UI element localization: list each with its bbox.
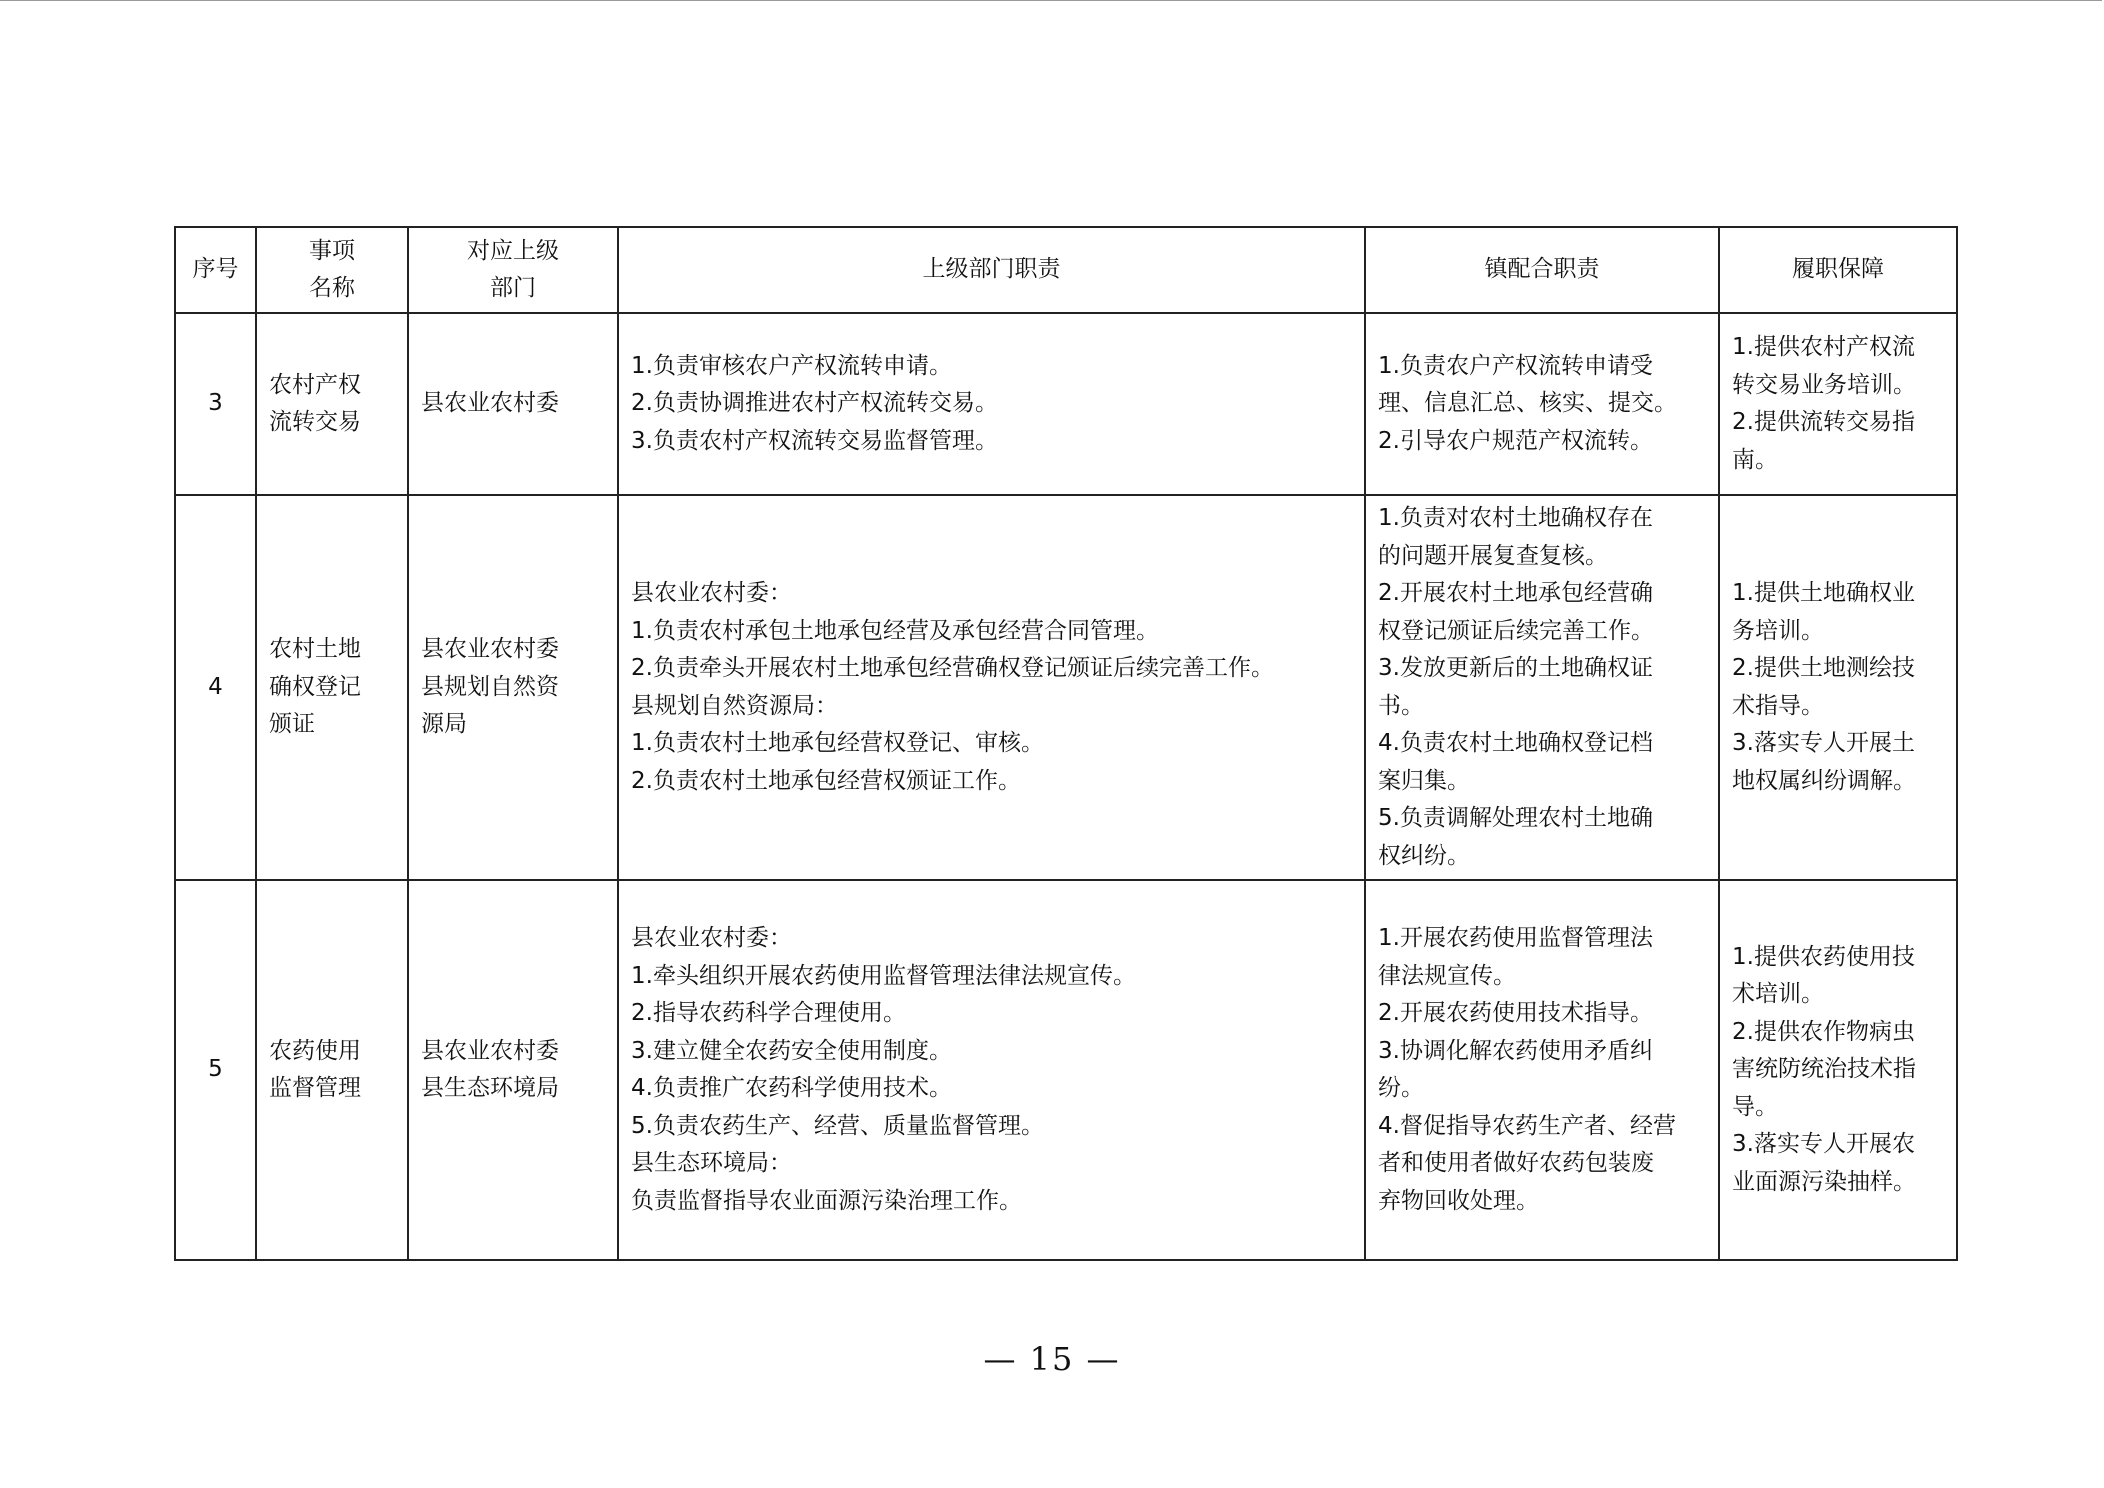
item-name-line: 农村土地 xyxy=(269,636,361,663)
guarantee-line: 地权属纠纷调解。 xyxy=(1732,767,1916,794)
town-duty-line: 者和使用者做好农药包装废 xyxy=(1378,1150,1654,1176)
town-duty-line: 理、信息汇总、核实、提交。 xyxy=(1378,390,1677,417)
guarantee-cell xyxy=(1719,495,1957,880)
town-duty-cell xyxy=(1365,880,1719,1260)
town-duty-line: 2.引导农户规范产权流转。 xyxy=(1378,427,1653,454)
upper-dept-line: 县农业农村委 xyxy=(421,1037,559,1064)
upper-duty-line: 1.负责农村土地承包经营权登记、审核。 xyxy=(631,730,1044,756)
upper-duty-line: 2.指导农药科学合理使用。 xyxy=(631,1000,906,1026)
header-item-name-line: 名称 xyxy=(309,275,355,301)
item-name-line: 流转交易 xyxy=(269,409,361,435)
town-duty-cell xyxy=(1365,313,1719,495)
guarantee-line: 业面源污染抽样。 xyxy=(1732,1168,1916,1195)
town-duty-line: 纷。 xyxy=(1378,1075,1424,1101)
guarantee-line: 害统防统治技术指 xyxy=(1732,1056,1916,1083)
guarantee-line: 2.提供土地测绘技 xyxy=(1732,655,1915,681)
town-duty-line: 的问题开展复查复核。 xyxy=(1378,542,1608,569)
guarantee-line: 务培训。 xyxy=(1732,617,1824,644)
upper-duty-line: 2.负责牵头开展农村土地承包经营确权登记颁证后续完善工作。 xyxy=(631,655,1274,681)
item-name-line: 颁证 xyxy=(269,711,315,738)
responsibility-table xyxy=(174,226,1958,1261)
upper-dept-line: 县农业农村委 xyxy=(421,390,559,417)
town-duty-line: 律法规宣传。 xyxy=(1378,962,1516,989)
town-duty-line: 案归集。 xyxy=(1378,767,1470,794)
item-name-line: 农村产权 xyxy=(269,371,361,398)
page-number: — 15 — xyxy=(983,1340,1121,1378)
town-duty-line: 弃物回收处理。 xyxy=(1378,1187,1539,1214)
guarantee-cell xyxy=(1719,313,1957,495)
town-duty-line: 1.负责农户产权流转申请受 xyxy=(1378,352,1653,379)
town-duty-line: 2.开展农药使用技术指导。 xyxy=(1378,1000,1653,1026)
upper-duty-line: 2.负责协调推进农村产权流转交易。 xyxy=(631,390,998,417)
upper-dept-line: 源局 xyxy=(421,711,467,738)
upper-dept-line: 县生态环境局 xyxy=(421,1075,559,1101)
upper-duty-line: 2.负责农村土地承包经营权颁证工作。 xyxy=(631,767,1021,794)
town-duty-cell xyxy=(1365,495,1719,880)
town-duty-line: 权纠纷。 xyxy=(1378,842,1470,869)
table-header-row xyxy=(175,227,1957,313)
upper-dept-cell xyxy=(408,313,618,495)
town-duty-line: 4.负责农村土地确权登记档 xyxy=(1378,730,1653,756)
upper-dept-line: 县规划自然资 xyxy=(421,673,559,700)
upper-duty-line: 1.牵头组织开展农药使用监督管理法律法规宣传。 xyxy=(631,962,1136,989)
header-item-name-line: 事项 xyxy=(309,237,355,264)
header-upper-duty: 上级部门职责 xyxy=(618,227,1365,313)
table-row xyxy=(175,313,1957,495)
town-duty-line: 5.负责调解处理农村土地确 xyxy=(1378,805,1653,831)
guarantee-line: 南。 xyxy=(1732,446,1778,473)
town-duty-line: 4.督促指导农药生产者、经营 xyxy=(1378,1112,1676,1139)
item-name-line: 确权登记 xyxy=(269,673,361,700)
town-duty-line: 3.协调化解农药使用矛盾纠 xyxy=(1378,1037,1653,1064)
header-item-name xyxy=(256,227,408,313)
item-name-line: 监督管理 xyxy=(269,1075,361,1101)
upper-duty-line: 4.负责推广农药科学使用技术。 xyxy=(631,1075,952,1101)
table-row xyxy=(175,495,1957,880)
upper-duty-line: 3.负责农村产权流转交易监督管理。 xyxy=(631,427,998,454)
town-duty-line: 权登记颁证后续完善工作。 xyxy=(1378,617,1654,644)
upper-dept-line: 县农业农村委 xyxy=(421,636,559,663)
table-row xyxy=(175,880,1957,1260)
guarantee-cell xyxy=(1719,880,1957,1260)
header-upper-dept xyxy=(408,227,618,313)
guarantee-line: 2.提供流转交易指 xyxy=(1732,409,1915,435)
town-duty-line: 书。 xyxy=(1378,692,1424,719)
town-duty-line: 1.负责对农村土地确权存在 xyxy=(1378,505,1653,531)
upper-dept-cell xyxy=(408,495,618,880)
upper-duty-line: 3.建立健全农药安全使用制度。 xyxy=(631,1037,952,1064)
guarantee-line: 1.提供农村产权流 xyxy=(1732,334,1915,360)
item-name-cell xyxy=(256,313,408,495)
guarantee-line: 3.落实专人开展农 xyxy=(1732,1131,1915,1158)
item-name-line: 农药使用 xyxy=(269,1037,361,1064)
upper-duty-line: 县规划自然资源局： xyxy=(631,692,838,719)
page-border-line xyxy=(0,0,2102,2)
upper-duty-cell xyxy=(618,313,1365,495)
town-duty-line: 1.开展农药使用监督管理法 xyxy=(1378,925,1653,951)
serial-number: 3 xyxy=(175,313,256,495)
upper-duty-line: 县农业农村委： xyxy=(631,580,792,606)
item-name-cell xyxy=(256,880,408,1260)
header-guarantee: 履职保障 xyxy=(1719,227,1957,313)
header-serial: 序号 xyxy=(175,227,256,313)
guarantee-line: 转交易业务培训。 xyxy=(1732,371,1916,398)
town-duty-line: 3.发放更新后的土地确权证 xyxy=(1378,655,1653,681)
upper-duty-line: 1.负责审核农户产权流转申请。 xyxy=(631,352,952,379)
upper-duty-line: 县生态环境局： xyxy=(631,1150,792,1176)
item-name-cell xyxy=(256,495,408,880)
upper-duty-line: 县农业农村委： xyxy=(631,925,792,951)
header-upper-dept-line: 部门 xyxy=(490,275,536,301)
guarantee-line: 导。 xyxy=(1732,1093,1778,1120)
guarantee-line: 术培训。 xyxy=(1732,981,1824,1008)
header-town-duty: 镇配合职责 xyxy=(1365,227,1719,313)
guarantee-line: 1.提供土地确权业 xyxy=(1732,580,1915,606)
upper-duty-cell xyxy=(618,495,1365,880)
guarantee-line: 术指导。 xyxy=(1732,692,1824,719)
header-upper-dept-line: 对应上级 xyxy=(467,237,559,264)
upper-dept-cell xyxy=(408,880,618,1260)
upper-duty-cell xyxy=(618,880,1365,1260)
upper-duty-line: 1.负责农村承包土地承包经营及承包经营合同管理。 xyxy=(631,617,1159,644)
guarantee-line: 3.落实专人开展土 xyxy=(1732,730,1915,756)
upper-duty-line: 负责监督指导农业面源污染治理工作。 xyxy=(631,1187,1022,1214)
serial-number: 4 xyxy=(175,495,256,880)
upper-duty-line: 5.负责农药生产、经营、质量监督管理。 xyxy=(631,1112,1044,1139)
guarantee-line: 2.提供农作物病虫 xyxy=(1732,1018,1915,1045)
serial-number: 5 xyxy=(175,880,256,1260)
guarantee-line: 1.提供农药使用技 xyxy=(1732,943,1915,970)
town-duty-line: 2.开展农村土地承包经营确 xyxy=(1378,580,1653,606)
